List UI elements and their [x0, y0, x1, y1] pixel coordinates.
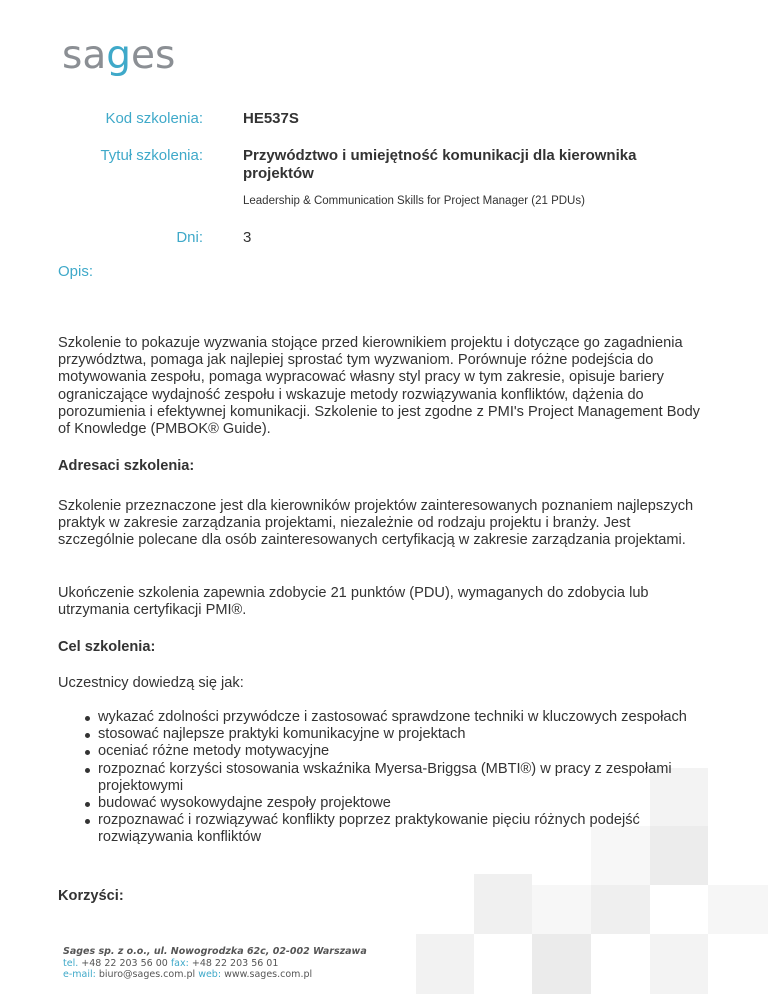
sages-logo — [62, 33, 176, 78]
goal-list — [58, 709, 708, 847]
footer-email-value[interactable]: biuro@sages.com.pl — [98, 969, 196, 980]
decorative-square — [532, 934, 591, 994]
bullet-icon — [85, 802, 90, 807]
list-item — [58, 726, 708, 743]
company-footer — [63, 946, 367, 981]
footer-email-label: e-mail: — [63, 969, 96, 980]
list-item — [58, 709, 708, 726]
code-value: HE537S — [243, 110, 299, 127]
goal-heading: Cel szkolenia: — [58, 639, 156, 655]
footer-phone-line — [63, 958, 367, 970]
days-label: Dni: — [176, 229, 203, 246]
decorative-square — [650, 934, 708, 994]
footer-web-value[interactable]: www.sages.com.pl — [224, 969, 313, 980]
decorative-square — [708, 885, 768, 934]
footer-fax-label: fax: — [170, 957, 189, 969]
footer-web-label: web: — [198, 969, 222, 980]
footer-tel-label: tel. — [63, 957, 79, 969]
goal-item-text: rozpoznawać i rozwiązywać konflikty poprzez praktykowanie pięciu różnych podejść rozwiązywania konfliktów — [98, 812, 640, 846]
goal-intro: Uczestnicy dowiedzą się jak: — [58, 675, 244, 691]
audience-paragraph: Szkolenie przeznaczone jest dla kierowników projektów zainteresowanych poznaniem najlepszych praktyk w zakresie zarządzania projektami, niezależnie od rodzaju projektu i branży. Jest szczególnie polecane dla osób zainteresowanych certyfikacją w zakresie zarządzania projektami. — [58, 498, 694, 549]
benefits-heading: Korzyści: — [58, 888, 124, 904]
bullet-icon — [85, 768, 90, 773]
logo-text-a: sa — [62, 33, 107, 78]
days-value: 3 — [243, 229, 252, 246]
training-title: Przywództwo i umiejętność komunikacji dla kierownika projektów — [243, 147, 637, 182]
training-subtitle: Leadership & Communication Skills for Project Manager (21 PDUs) — [243, 195, 585, 207]
title-label: Tytuł szkolenia: — [100, 147, 203, 164]
decorative-square — [591, 885, 650, 934]
footer-fax-value: +48 22 203 56 01 — [191, 957, 279, 969]
bullet-icon — [85, 819, 90, 824]
footer-contact-line — [63, 969, 367, 981]
footer-company: Sages sp. z o.o., ul. Nowogrodzka 62c, 02-002 Warszawa — [63, 946, 367, 957]
goal-item-text: stosować najlepsze praktyki komunikacyjne w projektach — [98, 726, 466, 743]
logo-text-c: es — [130, 33, 176, 78]
audience-heading: Adresaci szkolenia: — [58, 458, 195, 474]
goal-item-text: rozpoznać korzyści stosowania wskaźnika Myersa-Briggsa (MBTI®) w pracy z zespołami projektowymi — [98, 760, 672, 794]
code-label: Kod szkolenia: — [105, 110, 203, 127]
list-item — [58, 812, 708, 846]
logo-text-b: g — [106, 33, 131, 78]
description-label: Opis: — [58, 263, 94, 280]
goal-item-text: budować wysokowydajne zespoły projektowe — [98, 795, 391, 812]
list-item — [58, 761, 708, 795]
list-item — [58, 743, 708, 760]
list-item — [58, 795, 708, 812]
goal-item-text: wykazać zdolności przywódcze i zastosować sprawdzone techniki w kluczowych zespołach — [98, 709, 687, 725]
goal-item-text: oceniać różne metody motywacyjne — [98, 743, 330, 760]
footer-tel-value: +48 22 203 56 00 — [81, 957, 168, 969]
bullet-icon — [85, 750, 90, 755]
bullet-icon — [85, 716, 90, 721]
decorative-square — [474, 874, 532, 934]
decorative-square — [532, 885, 591, 934]
audience-pdu-paragraph: Ukończenie szkolenia zapewnia zdobycie 21 punktów (PDU), wymaganych do zdobycia lub utrzymania certyfikacji PMI®. — [58, 585, 649, 619]
bullet-icon — [85, 733, 90, 738]
decorative-square — [416, 934, 474, 994]
description-text: Szkolenie to pokazuje wyzwania stojące przed kierownikiem projektu i dotyczące go zagadnienia przywództwa, pomaga jak najlepiej sprostać tym wyzwaniom. Porównuje różne podejścia do motywowania zespołu, pomaga wypracować własny styl pracy w tym zakresie, opisuje bariery ograniczające wydajność zespołu i wskazuje metody rozwiązywania konfliktów, dążenia do porozumienia i efektywnej komunikacji. Szkolenie to jest zgodne z PMI's Project Management Body of Knowledge (PMBOK® Guide). — [58, 335, 700, 438]
